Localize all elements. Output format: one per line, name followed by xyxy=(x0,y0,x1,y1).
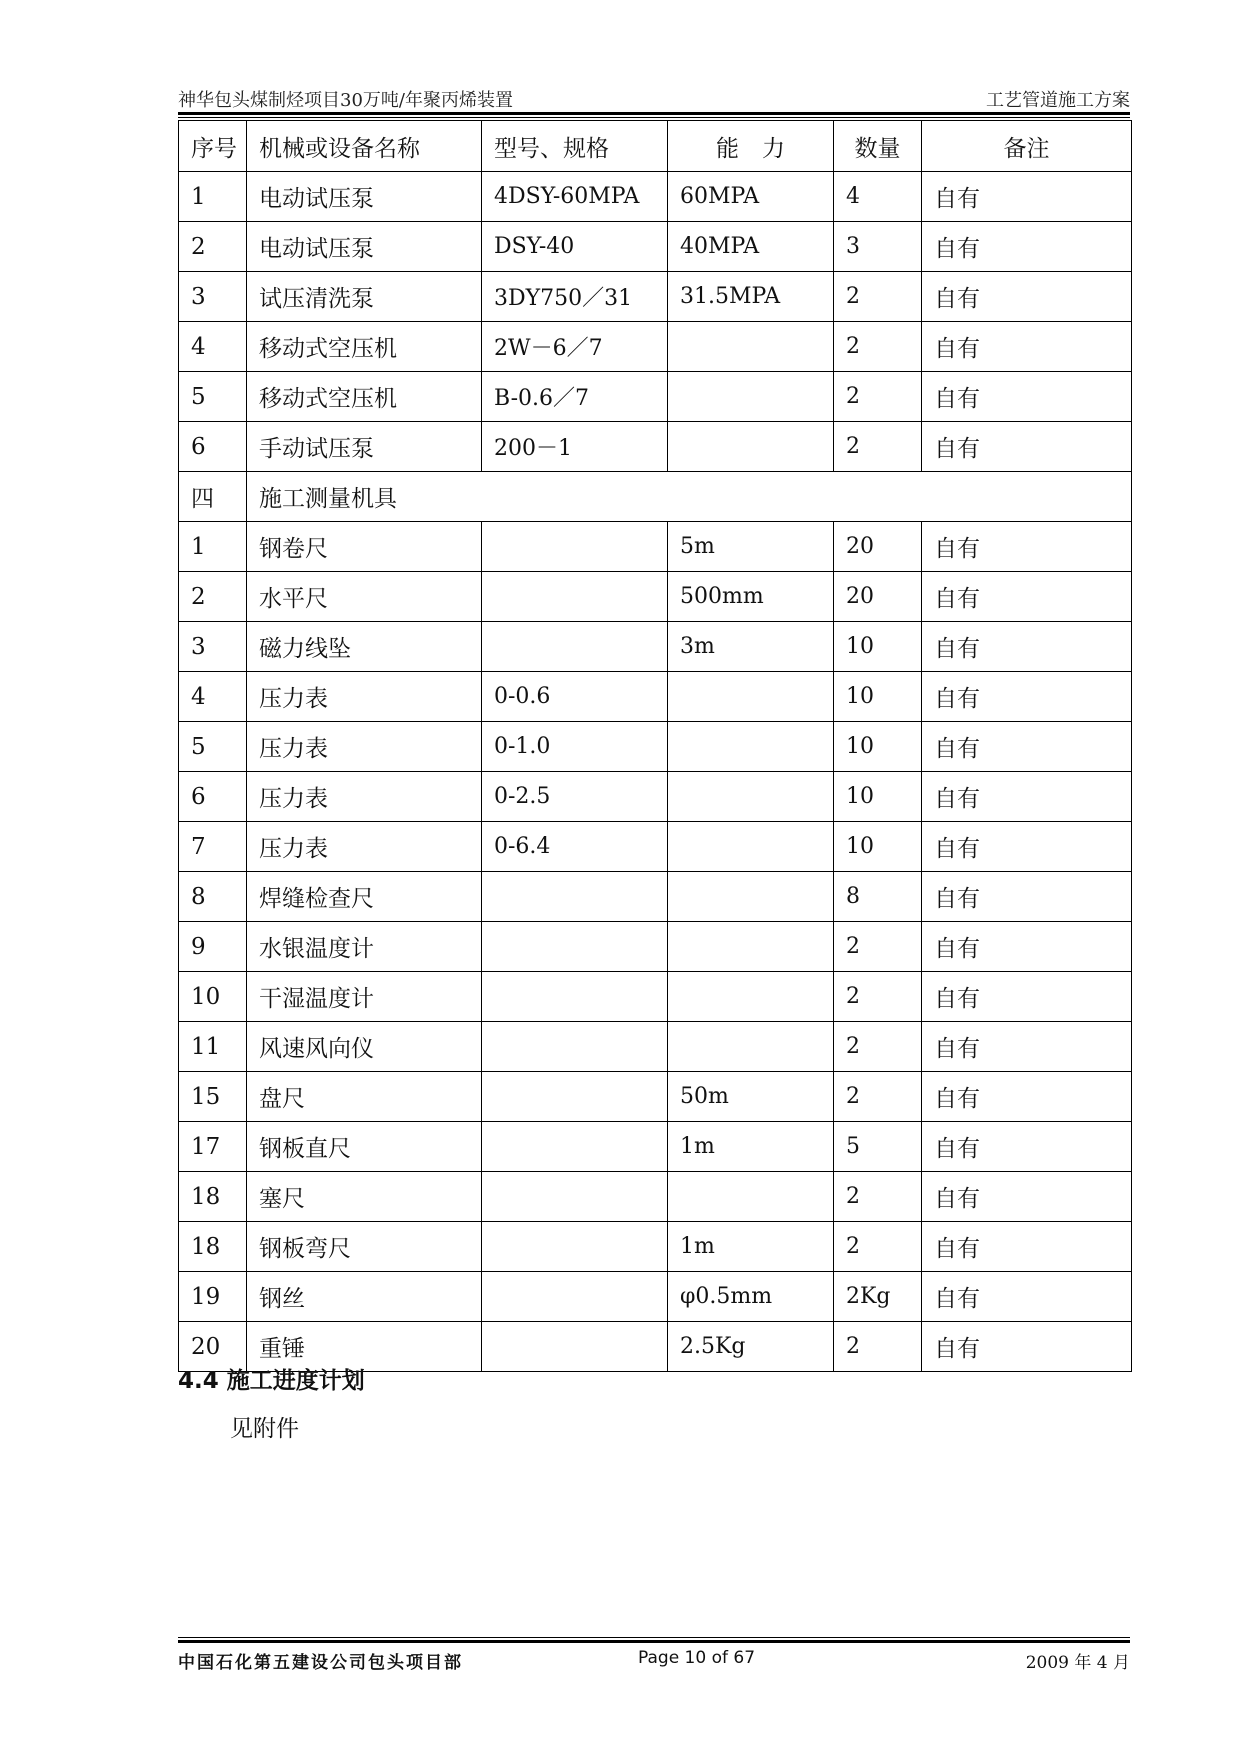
row-capacity xyxy=(668,972,834,1022)
row-name: 电动试压泵 xyxy=(247,222,482,272)
row-qty: 2 xyxy=(834,1322,922,1372)
row-model: 0-1.0 xyxy=(482,722,668,772)
table-row xyxy=(179,572,1132,622)
row-capacity: 2.5Kg xyxy=(668,1322,834,1372)
header-project-title: 神华包头煤制烃项目30万吨/年聚丙烯装置 xyxy=(178,90,513,111)
row-qty: 2 xyxy=(834,1222,922,1272)
row-capacity xyxy=(668,922,834,972)
header-rule xyxy=(178,112,1130,115)
row-no: 3 xyxy=(179,272,247,322)
row-remark: 自有 xyxy=(922,922,1132,972)
row-no: 20 xyxy=(179,1322,247,1372)
row-model xyxy=(482,1022,668,1072)
row-remark: 自有 xyxy=(922,972,1132,1022)
row-name: 塞尺 xyxy=(247,1172,482,1222)
row-remark: 自有 xyxy=(922,672,1132,722)
row-model: DSY-40 xyxy=(482,222,668,272)
table-row xyxy=(179,872,1132,922)
row-name: 钢丝 xyxy=(247,1272,482,1322)
row-capacity: 1m xyxy=(668,1122,834,1172)
table-row xyxy=(179,522,1132,572)
row-qty: 3 xyxy=(834,222,922,272)
table-row xyxy=(179,172,1132,222)
row-capacity xyxy=(668,872,834,922)
row-model: 2W－6／7 xyxy=(482,322,668,372)
row-name: 重锤 xyxy=(247,1322,482,1372)
table-row xyxy=(179,1122,1132,1172)
row-qty: 10 xyxy=(834,722,922,772)
row-model xyxy=(482,572,668,622)
row-model xyxy=(482,872,668,922)
section-no: 四 xyxy=(179,472,247,522)
row-no: 1 xyxy=(179,172,247,222)
header-model: 型号、规格 xyxy=(482,121,668,172)
row-model xyxy=(482,1272,668,1322)
row-no: 18 xyxy=(179,1172,247,1222)
footer-page-number: Page 10 of 67 xyxy=(638,1648,756,1668)
row-no: 3 xyxy=(179,622,247,672)
table-header-row xyxy=(179,121,1132,172)
row-no: 4 xyxy=(179,672,247,722)
row-remark: 自有 xyxy=(922,1322,1132,1372)
row-remark: 自有 xyxy=(922,722,1132,772)
table-row xyxy=(179,1222,1132,1272)
row-capacity xyxy=(668,1172,834,1222)
row-name: 水平尺 xyxy=(247,572,482,622)
header-document-title: 工艺管道施工方案 xyxy=(986,90,1130,111)
row-capacity xyxy=(668,322,834,372)
row-remark: 自有 xyxy=(922,822,1132,872)
row-no: 11 xyxy=(179,1022,247,1072)
row-qty: 2 xyxy=(834,1172,922,1222)
row-no: 5 xyxy=(179,372,247,422)
row-name: 钢卷尺 xyxy=(247,522,482,572)
row-qty: 2 xyxy=(834,972,922,1022)
table-row xyxy=(179,722,1132,772)
row-capacity: 5m xyxy=(668,522,834,572)
page-footer xyxy=(178,1648,1130,1674)
row-qty: 10 xyxy=(834,622,922,672)
row-no: 9 xyxy=(179,922,247,972)
row-qty: 8 xyxy=(834,872,922,922)
row-capacity: 40MPA xyxy=(668,222,834,272)
row-name: 压力表 xyxy=(247,772,482,822)
row-remark: 自有 xyxy=(922,172,1132,222)
row-name: 焊缝检查尺 xyxy=(247,872,482,922)
row-no: 15 xyxy=(179,1072,247,1122)
row-name: 压力表 xyxy=(247,722,482,772)
row-name: 移动式空压机 xyxy=(247,372,482,422)
row-no: 4 xyxy=(179,322,247,372)
row-capacity: φ0.5mm xyxy=(668,1272,834,1322)
row-model: 0-2.5 xyxy=(482,772,668,822)
row-remark: 自有 xyxy=(922,1022,1132,1072)
footer-date: 2009 年 4 月 xyxy=(1025,1653,1130,1673)
row-capacity xyxy=(668,372,834,422)
row-remark: 自有 xyxy=(922,1122,1132,1172)
row-capacity xyxy=(668,422,834,472)
row-no: 10 xyxy=(179,972,247,1022)
table-row xyxy=(179,222,1132,272)
row-name: 干湿温度计 xyxy=(247,972,482,1022)
row-capacity xyxy=(668,722,834,772)
row-qty: 20 xyxy=(834,522,922,572)
footer-rule xyxy=(178,1640,1130,1643)
footer-company: 中国石化第五建设公司包头项目部 xyxy=(178,1653,463,1673)
row-remark: 自有 xyxy=(922,1272,1132,1322)
table-row xyxy=(179,972,1132,1022)
row-no: 2 xyxy=(179,572,247,622)
row-name: 移动式空压机 xyxy=(247,322,482,372)
row-capacity: 500mm xyxy=(668,572,834,622)
table-row xyxy=(179,672,1132,722)
row-name: 水银温度计 xyxy=(247,922,482,972)
row-no: 1 xyxy=(179,522,247,572)
table-row xyxy=(179,322,1132,372)
row-model xyxy=(482,1322,668,1372)
table-row xyxy=(179,1022,1132,1072)
row-remark: 自有 xyxy=(922,772,1132,822)
row-qty: 2 xyxy=(834,422,922,472)
row-remark: 自有 xyxy=(922,222,1132,272)
equipment-table xyxy=(178,120,1132,1372)
row-no: 17 xyxy=(179,1122,247,1172)
section-heading: 4.4 施工进度计划 xyxy=(178,1368,365,1394)
row-no: 5 xyxy=(179,722,247,772)
header-qty: 数量 xyxy=(834,121,922,172)
row-qty: 2 xyxy=(834,1072,922,1122)
row-no: 8 xyxy=(179,872,247,922)
row-name: 盘尺 xyxy=(247,1072,482,1122)
table-row xyxy=(179,272,1132,322)
table-row xyxy=(179,922,1132,972)
row-remark: 自有 xyxy=(922,1222,1132,1272)
header-no: 序号 xyxy=(179,121,247,172)
row-remark: 自有 xyxy=(922,522,1132,572)
row-remark: 自有 xyxy=(922,572,1132,622)
row-no: 18 xyxy=(179,1222,247,1272)
header-capacity: 能 力 xyxy=(668,121,834,172)
row-qty: 2Kg xyxy=(834,1272,922,1322)
row-capacity: 31.5MPA xyxy=(668,272,834,322)
row-qty: 2 xyxy=(834,272,922,322)
row-capacity xyxy=(668,772,834,822)
row-model: 3DY750／31 xyxy=(482,272,668,322)
row-model: 200－1 xyxy=(482,422,668,472)
table-section-row xyxy=(179,472,1132,522)
row-no: 7 xyxy=(179,822,247,872)
row-model: 0-6.4 xyxy=(482,822,668,872)
row-capacity: 60MPA xyxy=(668,172,834,222)
section-text: 见附件 xyxy=(230,1416,299,1442)
row-capacity xyxy=(668,1022,834,1072)
row-model xyxy=(482,622,668,672)
row-qty: 4 xyxy=(834,172,922,222)
row-remark: 自有 xyxy=(922,272,1132,322)
row-model xyxy=(482,922,668,972)
page-header xyxy=(178,88,1130,114)
row-no: 2 xyxy=(179,222,247,272)
row-model xyxy=(482,1072,668,1122)
row-no: 6 xyxy=(179,772,247,822)
row-no: 19 xyxy=(179,1272,247,1322)
row-name: 压力表 xyxy=(247,822,482,872)
header-name: 机械或设备名称 xyxy=(247,121,482,172)
table-row xyxy=(179,1272,1132,1322)
row-remark: 自有 xyxy=(922,1172,1132,1222)
header-remark: 备注 xyxy=(922,121,1132,172)
table-row xyxy=(179,1072,1132,1122)
row-model xyxy=(482,1122,668,1172)
table-row xyxy=(179,372,1132,422)
row-name: 电动试压泵 xyxy=(247,172,482,222)
row-remark: 自有 xyxy=(922,872,1132,922)
row-remark: 自有 xyxy=(922,622,1132,672)
row-remark: 自有 xyxy=(922,422,1132,472)
row-qty: 2 xyxy=(834,922,922,972)
row-remark: 自有 xyxy=(922,372,1132,422)
row-capacity xyxy=(668,822,834,872)
table-row xyxy=(179,772,1132,822)
row-model: B-0.6／7 xyxy=(482,372,668,422)
table-row xyxy=(179,422,1132,472)
row-capacity xyxy=(668,672,834,722)
row-model xyxy=(482,1222,668,1272)
row-capacity: 50m xyxy=(668,1072,834,1122)
row-name: 试压清洗泵 xyxy=(247,272,482,322)
row-name: 磁力线坠 xyxy=(247,622,482,672)
row-name: 风速风向仪 xyxy=(247,1022,482,1072)
row-model xyxy=(482,972,668,1022)
row-model: 0-0.6 xyxy=(482,672,668,722)
row-qty: 2 xyxy=(834,322,922,372)
table-row xyxy=(179,822,1132,872)
row-qty: 5 xyxy=(834,1122,922,1172)
row-qty: 10 xyxy=(834,772,922,822)
row-name: 压力表 xyxy=(247,672,482,722)
row-name: 钢板直尺 xyxy=(247,1122,482,1172)
row-name: 钢板弯尺 xyxy=(247,1222,482,1272)
table-row xyxy=(179,622,1132,672)
section-title: 施工测量机具 xyxy=(247,472,1132,522)
row-remark: 自有 xyxy=(922,1072,1132,1122)
row-qty: 2 xyxy=(834,1022,922,1072)
row-qty: 2 xyxy=(834,372,922,422)
row-qty: 10 xyxy=(834,822,922,872)
row-capacity: 3m xyxy=(668,622,834,672)
row-model xyxy=(482,522,668,572)
row-name: 手动试压泵 xyxy=(247,422,482,472)
footer-rule-thin xyxy=(178,1637,1130,1638)
row-remark: 自有 xyxy=(922,322,1132,372)
row-qty: 10 xyxy=(834,672,922,722)
row-capacity: 1m xyxy=(668,1222,834,1272)
header-rule-thin xyxy=(178,117,1130,118)
row-model: 4DSY-60MPA xyxy=(482,172,668,222)
row-no: 6 xyxy=(179,422,247,472)
table-row xyxy=(179,1172,1132,1222)
row-qty: 20 xyxy=(834,572,922,622)
row-model xyxy=(482,1172,668,1222)
